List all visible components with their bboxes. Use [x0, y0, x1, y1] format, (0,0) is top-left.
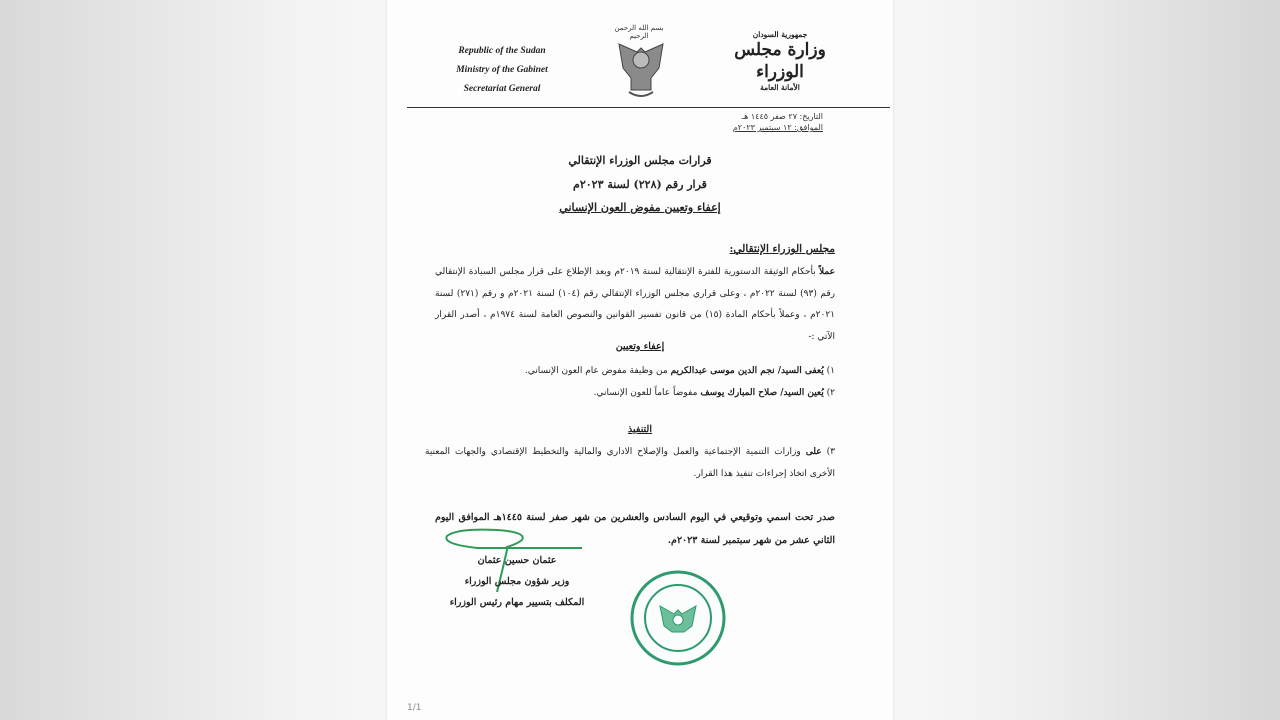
item-number: ١) [826, 366, 835, 376]
item-number: ٢) [826, 388, 835, 398]
official-stamp-icon [630, 570, 726, 666]
section-dismissal-heading: إعفاء وتعيين [615, 341, 665, 352]
signatory-title: وزير شؤون مجلس الوزراء [464, 576, 570, 587]
preamble-heading: مجلس الوزراء الإنتقالي: [729, 243, 835, 255]
list-item [525, 360, 835, 382]
dismissal-list [525, 360, 835, 404]
arabic-secretariat: الأمانة العامة [760, 83, 800, 92]
section-implementation-heading: التنفيذ [628, 424, 652, 435]
item-bold: يُعفى السيد/ نجم الدين موسى عبدالكريم [670, 366, 824, 376]
english-letterhead [437, 42, 567, 99]
list-item [425, 442, 835, 485]
signatory-role: المكلف بتسيير مهام رئيس الوزراء [449, 597, 585, 608]
header-divider [407, 107, 890, 108]
hijri-date: التاريخ: ٢٧ صفر ١٤٤٥ هـ [741, 112, 823, 121]
preamble-lead: عملاً [819, 267, 835, 277]
item-bold: يُعين السيد/ صلاح المبارك يوسف [700, 388, 824, 398]
page-number: 1/1 [407, 703, 422, 713]
arabic-ministry: وزارة مجلس الوزراء [734, 40, 826, 82]
item-text: من وظيفة مفوض عام العون الإنساني. [524, 366, 668, 376]
decision-header: قرارات مجلس الوزراء الإنتقالي [568, 154, 712, 167]
closing-statement: صدر تحت اسمي وتوقيعي في اليوم السادس والعشرين من شهر صفر لسنة ١٤٤٥هـ الموافق اليوم الثاني عشر من شهر سبتمبر لسنة ٢٠٢٣م. [435, 512, 836, 546]
letterhead-secretariat: Secretariat General [463, 84, 541, 94]
letterhead-ministry: Ministry of the Gabinet [456, 65, 548, 75]
document-page [387, 0, 893, 720]
item-text: وزارات التنمية الإجتماعية والعمل والإصلاح الاداري والمالية والتخطيط الإقتصادي والجهات المعنية الأخرى اتخاذ إجراءات تنفيذ هذا القرار. [425, 447, 835, 479]
item-bold: على [805, 447, 822, 457]
item-text: مفوضاً عاماً للعون الإنساني. [593, 388, 698, 398]
signature-block [447, 550, 587, 613]
letterhead-country: Republic of the Sudan [458, 46, 546, 56]
basmala: بسم الله الرحمن الرحيم [614, 24, 664, 40]
arabic-country: جمهورية السودان [752, 30, 808, 39]
preamble-text [435, 262, 835, 348]
decision-subject: إعفاء وتعيين مفوض العون الإنساني [559, 201, 721, 214]
decision-number: قرار رقم (٢٢٨) لسنة ٢٠٢٣م [573, 178, 707, 191]
item-number: ٣) [826, 447, 835, 457]
sudan-emblem-icon [615, 38, 667, 100]
signatory-name: عثمان حسين عثمان [477, 555, 557, 566]
preamble-body: بأحكام الوثيقة الدستورية للفترة الإنتقالية لسنة ٢٠١٩م وبعد الإطلاع على قرار مجلس السيادة الإنتقالي رقم (٩٣) لسنة ٢٠٢٢م ، وعلى قراري مجلس الوزراء الإنتقالي رقم (١٠٤) لسنة ٢٠٢١م و رقم (٢٧١) لسنة ٢٠٢١م ، وعملاً بأحكام المادة (١٥) من قانون تفسير القوانين والنصوص العامة لسنة ١٩٧٤م ، أصدر القرار الآتي :- [435, 267, 836, 342]
arabic-letterhead [715, 30, 845, 92]
gregorian-date: الموافق: ١٢ سبتمبر ٢٠٢٣م [732, 123, 823, 132]
list-item [525, 382, 835, 404]
document-dates [733, 111, 823, 133]
